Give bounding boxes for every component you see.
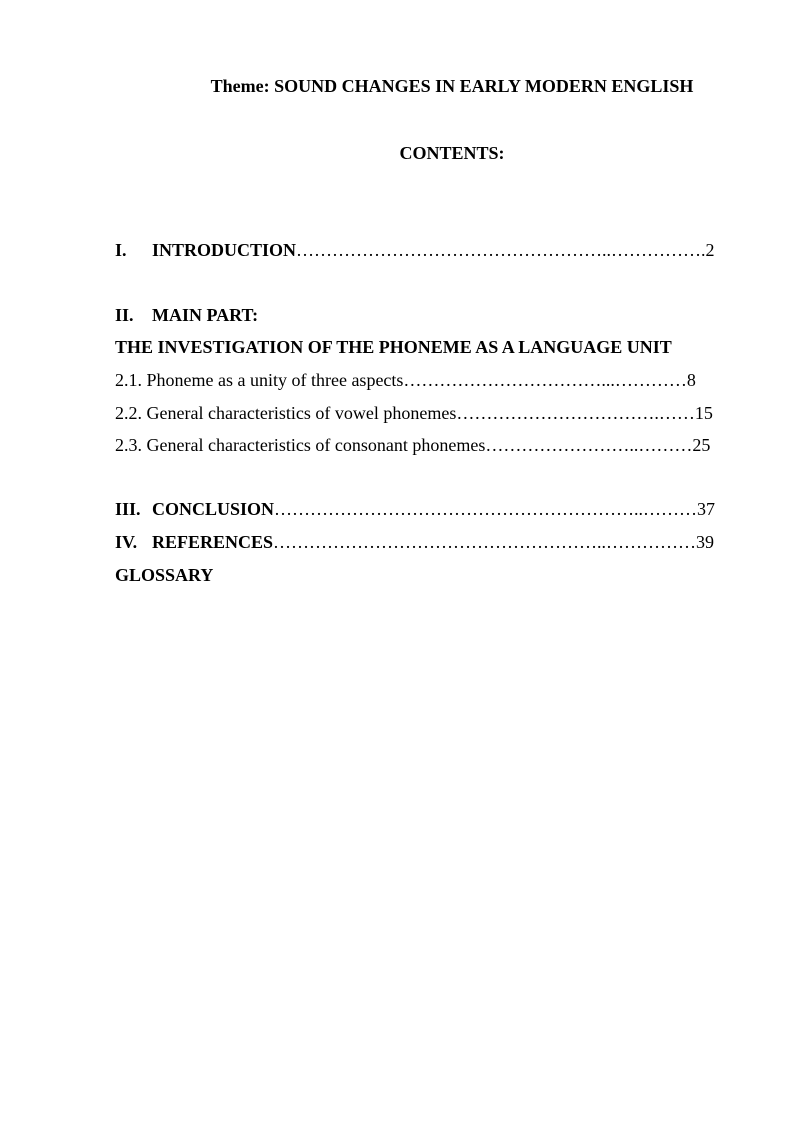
toc-entry-glossary: GLOSSARY bbox=[115, 565, 214, 585]
toc-main-heading: THE INVESTIGATION OF THE PHONEME AS A LANGUAGE UNIT bbox=[115, 337, 672, 357]
toc-entry-introduction bbox=[115, 239, 715, 261]
toc-page-number: 8 bbox=[686, 370, 696, 390]
toc-numeral: I. bbox=[115, 240, 127, 260]
toc-entry-2-3 bbox=[115, 434, 710, 456]
toc-numeral: II. bbox=[115, 305, 134, 325]
toc-leader: ……………………………...………… bbox=[403, 370, 687, 390]
toc-page-number: 39 bbox=[696, 532, 715, 552]
toc-page-number: 37 bbox=[697, 499, 716, 519]
toc-page-number: .2 bbox=[701, 240, 715, 260]
toc-entry-2-1 bbox=[115, 369, 696, 391]
toc-title: REFERENCES bbox=[152, 532, 274, 552]
toc-title: 2.1. Phoneme as a unity of three aspects bbox=[115, 370, 404, 390]
toc-numeral: IV. bbox=[115, 532, 138, 552]
toc-leader: …………………………….…… bbox=[456, 403, 695, 423]
toc-entry-2-2 bbox=[115, 402, 713, 424]
toc-title: 2.3. General characteristics of consonant phonemes bbox=[115, 435, 486, 455]
toc-numeral: III. bbox=[115, 499, 141, 519]
toc-title: CONCLUSION bbox=[152, 499, 275, 519]
toc-entry-references bbox=[115, 531, 714, 553]
toc-title: 2.2. General characteristics of vowel phonemes bbox=[115, 403, 457, 423]
toc-title: MAIN PART: bbox=[152, 305, 259, 325]
toc-leader: ………………………………………………..…………… bbox=[273, 532, 697, 552]
toc-entry-conclusion bbox=[115, 498, 715, 520]
toc-page-number: 25 bbox=[692, 435, 711, 455]
contents-heading: CONTENTS: bbox=[399, 143, 505, 163]
toc-title: INTRODUCTION bbox=[152, 240, 297, 260]
toc-leader: ……………………………………………………..……… bbox=[274, 499, 698, 519]
toc-entry-main-part bbox=[115, 304, 258, 326]
toc-leader: ……………………..……… bbox=[485, 435, 693, 455]
toc-leader: ……………………………………………..…………… bbox=[296, 240, 702, 260]
document-theme-title: Theme: SOUND CHANGES IN EARLY MODERN ENGLISH bbox=[210, 76, 694, 96]
toc-page-number: 15 bbox=[694, 403, 713, 423]
